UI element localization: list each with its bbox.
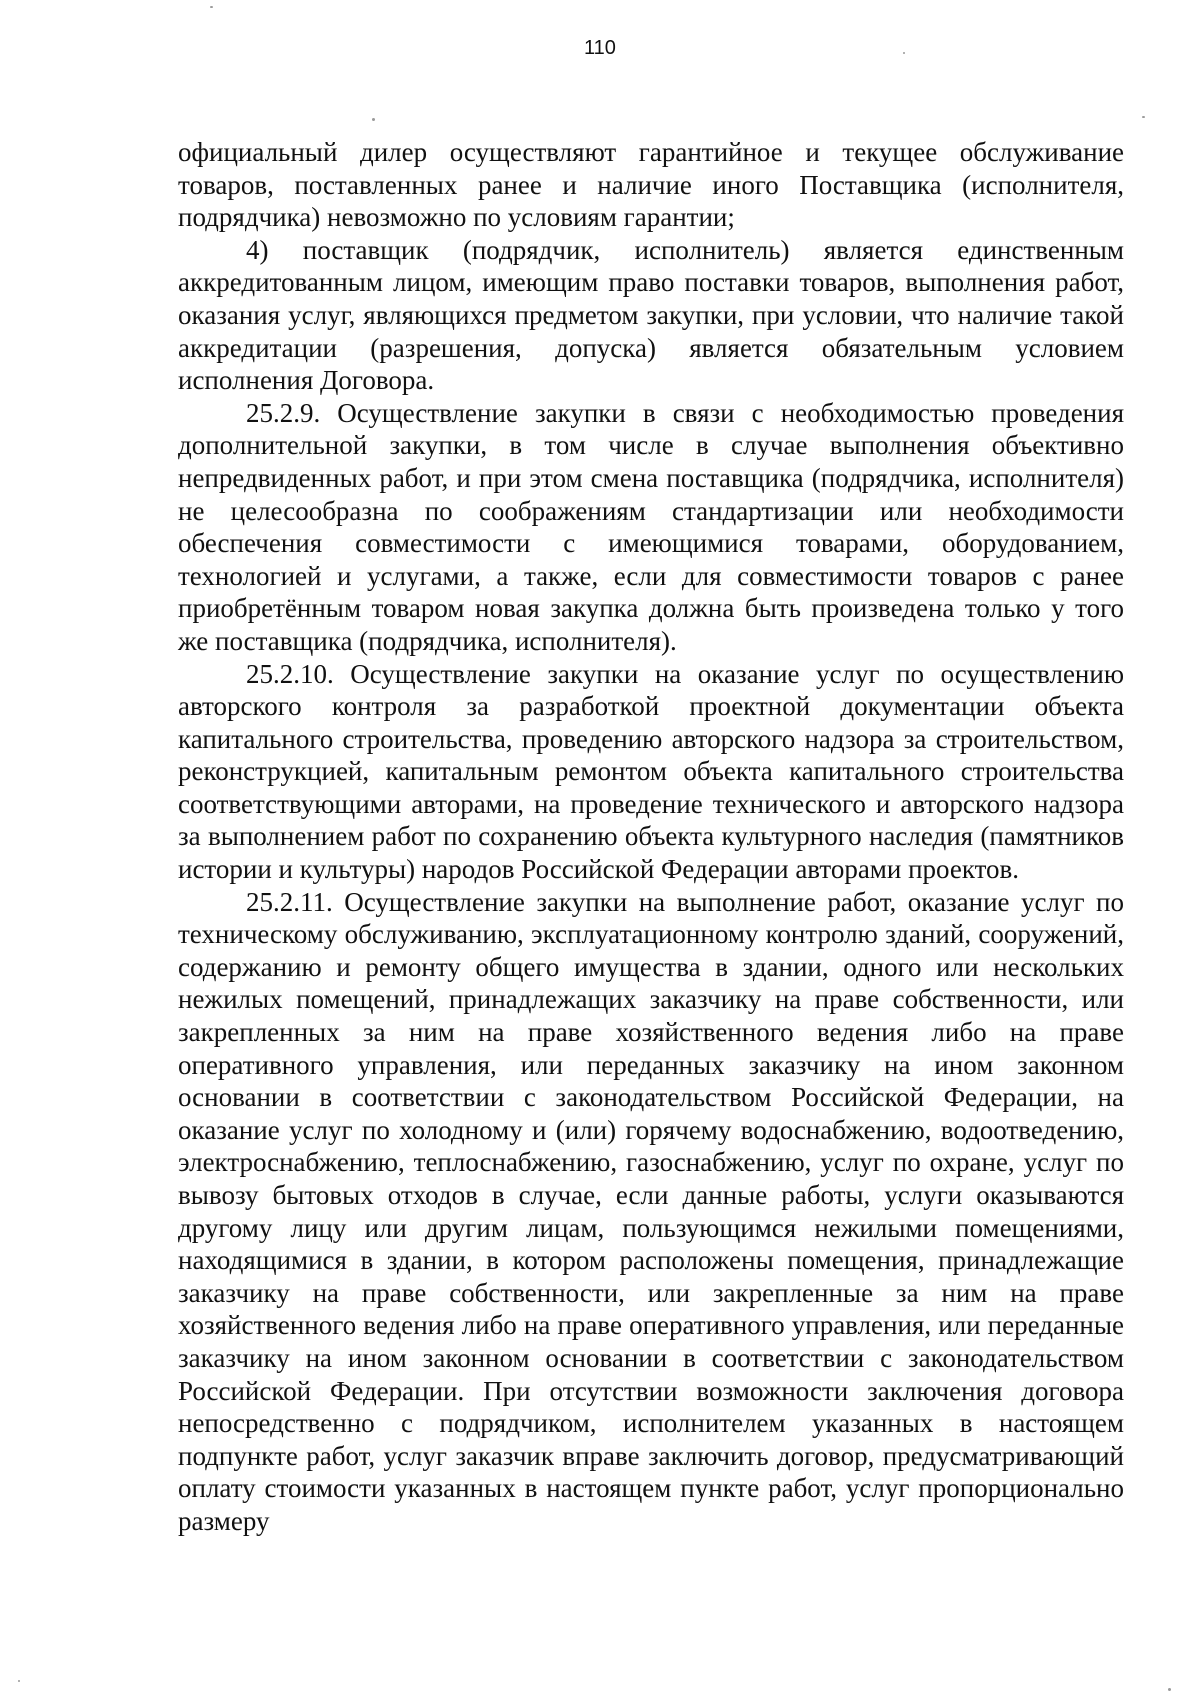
scan-speck <box>210 6 213 8</box>
page-number: 110 <box>584 37 616 59</box>
paragraph-item-4: 4) поставщик (подрядчик, исполнитель) является единственным аккредитованным лицом, имеющим право поставки товаров, выполнения работ, оказания услуг, являющихся предметом закупки, при условии, что наличие такой аккредитации (разрешения, допуска) является обязательным условием исполнения Договора. <box>178 234 1124 396</box>
paragraph-25-2-10: 25.2.10. Осуществление закупки на оказание услуг по осуществлению авторского контроля за разработкой проектной документации объекта капитального строительства, проведению авторского надзора за строительством, реконструкцией, капитальным ремонтом объекта капитального строительства соответствующими авторами, на проведение технического и авторского надзора за выполнением работ по сохранению объекта культурного наследия (памятников истории и культуры) народов Российской Федерации авторами проектов. <box>178 658 1124 885</box>
document-body <box>178 136 1124 1538</box>
paragraph-25-2-11: 25.2.11. Осуществление закупки на выполнение работ, оказание услуг по техническому обслуживанию, эксплуатационному контролю зданий, сооружений, содержанию и ремонту общего имущества в здании, одного или нескольких нежилых помещений, принадлежащих заказчику на праве собственности, или закрепленных за ним на праве хозяйственного ведения либо на праве оперативного управления, или переданных заказчику на ином законном основании в соответствии с законодательством Российской Федерации, на оказание услуг по холодному и (или) горячему водоснабжению, водоотведению, электроснабжению, теплоснабжению, газоснабжению, услуг по охране, услуг по вывозу бытовых отходов в случае, если данные работы, услуги оказываются другому лицу или другим лицам, пользующимся нежилыми помещениями, находящимися в здании, в котором расположены помещения, принадлежащие заказчику на праве собственности, или закрепленные за ним на праве хозяйственного ведения либо на праве оперативного управления, или переданные заказчику на ином законном основании в соответствии с законодательством Российской Федерации. При отсутствии возможности заключения договора непосредственно с подрядчиком, исполнителем указанных в настоящем подпункте работ, услуг заказчик вправе заключить договор, предусматривающий оплату стоимости указанных в настоящем пункте работ, услуг пропорционально размеру <box>178 886 1124 1536</box>
paragraph-continuation: официальный дилер осуществляют гарантийное и текущее обслуживание товаров, поставленных ранее и наличие иного Поставщика (исполнителя, подрядчика) невозможно по условиям гарантии; <box>178 137 1124 233</box>
scan-speck <box>18 1680 20 1682</box>
scan-speck <box>372 118 375 121</box>
scan-speck <box>1142 116 1145 118</box>
paragraph-25-2-9: 25.2.9. Осуществление закупки в связи с необходимостью проведения дополнительной закупки, в том числе в случае выполнения объективно непредвиденных работ, и при этом смена поставщика (подрядчика, исполнителя) не целесообразна по соображениям стандартизации или необходимости обеспечения совместимости с имеющимися товарами, оборудованием, технологией и услугами, а также, если для совместимости товаров с ранее приобретённым товаром новая закупка должна быть произведена только у того же поставщика (подрядчика, исполнителя). <box>178 397 1124 656</box>
scan-speck <box>1168 1688 1171 1691</box>
